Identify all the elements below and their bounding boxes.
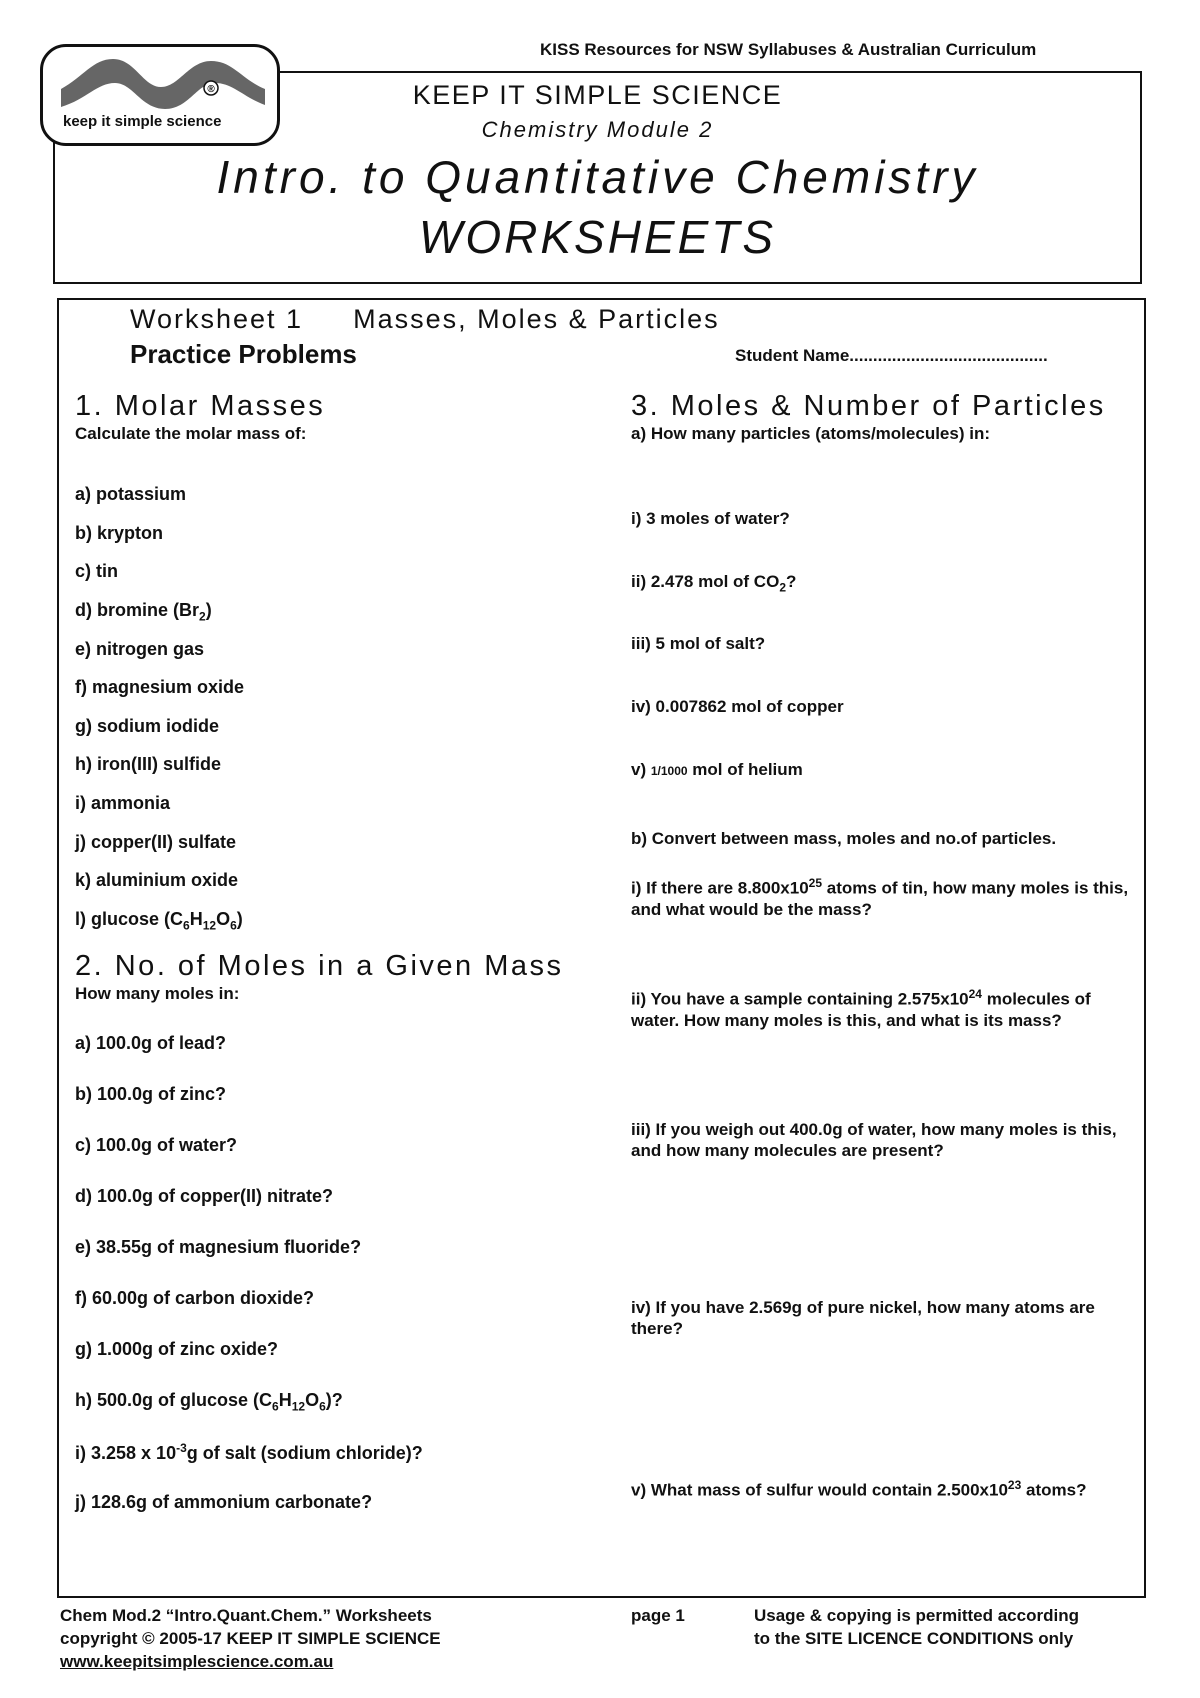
moles-item-a: a) 100.0g of lead? bbox=[75, 1033, 227, 1053]
molar-mass-item-a: a) potassium bbox=[75, 484, 187, 504]
moles-item-d: d) 100.0g of copper(II) nitrate? bbox=[75, 1186, 334, 1206]
moles-item-j: j) 128.6g of ammonium carbonate? bbox=[75, 1492, 373, 1512]
convert-item-ii: ii) You have a sample containing $2.575x10^{24}$ molecules of water. How many moles is this, and what is its mass? bbox=[631, 987, 1091, 1030]
moles-item-i: i) 3.258 x $10^{-3}g$ of salt (sodium chloride)? bbox=[75, 1441, 423, 1463]
convert-item-iii: iii) If you weigh out 400.0g of water, how many moles is this, and how many molecules are present? bbox=[631, 1120, 1117, 1160]
header-title-line4: WORKSHEETS bbox=[418, 211, 777, 263]
section1-instruction: Calculate the molar mass of: bbox=[75, 424, 307, 443]
molar-mass-item-e: e) nitrogen gas bbox=[75, 639, 205, 659]
molar-mass-item-d: d) bromine $(Br_2)$ bbox=[75, 600, 212, 624]
footer-copyright: copyright © 2005-17 KEEP IT SIMPLE SCIENCE bbox=[60, 1629, 441, 1648]
moles-item-b: b) 100.0g of zinc? bbox=[75, 1084, 227, 1104]
top-note: KISS Resources for NSW Syllabuses & Australian Curriculum bbox=[540, 40, 1037, 59]
molar-mass-item-k: k) aluminium oxide bbox=[75, 870, 239, 890]
moles-item-g: g) 1.000g of zinc oxide? bbox=[75, 1339, 279, 1359]
moles-item-e: e) 38.55g of magnesium fluoride? bbox=[75, 1237, 362, 1257]
molar-mass-item-j: j) copper(II) sulfate bbox=[75, 832, 237, 852]
section2-instruction: How many moles in: bbox=[75, 984, 240, 1003]
footer-doc-title: Chem Mod.2 “Intro.Quant.Chem.” Worksheets bbox=[60, 1606, 432, 1625]
footer-right bbox=[754, 1604, 1079, 1650]
particles-item-v: v) 1/1000 mol of helium bbox=[631, 760, 803, 779]
particles-item-iii: iii) 5 mol of salt? bbox=[631, 634, 766, 653]
student-name-field[interactable]: Student Name.......................................... bbox=[735, 346, 1048, 365]
logo-reg-mark: ® bbox=[207, 84, 215, 95]
worksheet-subtitle: Practice Problems bbox=[130, 339, 357, 369]
section2-heading: 2. No. of Moles in a Given Mass bbox=[75, 950, 564, 982]
section3-part-a-instruction: a) How many particles (atoms/molecules) in: bbox=[631, 424, 990, 443]
particles-item-iv: iv) 0.007862 mol of copper bbox=[631, 697, 844, 716]
molar-mass-item-f: f) magnesium oxide bbox=[75, 677, 245, 697]
particles-item-i: i) 3 moles of water? bbox=[631, 509, 790, 528]
logo-text: keep it simple science bbox=[63, 113, 222, 130]
molar-mass-item-c: c) tin bbox=[75, 561, 118, 581]
convert-item-iv: iv) If you have 2.569g of pure nickel, how many atoms are there? bbox=[631, 1298, 1095, 1338]
footer-page-number: page 1 bbox=[631, 1606, 685, 1625]
molar-mass-item-b: b) krypton bbox=[75, 523, 163, 543]
particles-item-ii: ii) 2.478 mol of $CO_2$? bbox=[631, 572, 797, 595]
kiss-logo bbox=[40, 44, 280, 146]
molar-mass-item-l: l) glucose $(C_6H_{12}O_6)$ bbox=[75, 909, 243, 933]
footer-website-link[interactable]: www.keepitsimplescience.com.au bbox=[60, 1652, 334, 1671]
molar-mass-item-g: g) sodium iodide bbox=[75, 716, 219, 736]
convert-item-i: i) If there are $8.800x10^{25}$ atoms of tin, how many moles is this, and what would be the mass? bbox=[631, 876, 1129, 919]
moles-item-c: c) 100.0g of water? bbox=[75, 1135, 238, 1155]
section3-heading: 3. Moles & Number of Particles bbox=[631, 390, 1106, 422]
worksheet-number: Worksheet 1 bbox=[130, 304, 304, 334]
molar-mass-item-i: i) ammonia bbox=[75, 793, 171, 813]
moles-item-f: f) 60.00g of carbon dioxide? bbox=[75, 1288, 315, 1308]
footer-usage-line1: Usage & copying is permitted according bbox=[754, 1606, 1079, 1625]
footer-left bbox=[60, 1604, 441, 1673]
worksheet-topic: Masses, Moles & Particles bbox=[353, 304, 720, 334]
header-title-line3: Intro. to Quantitative Chemistry bbox=[216, 151, 979, 203]
footer-usage-line2: to the SITE LICENCE CONDITIONS only bbox=[754, 1629, 1074, 1648]
molar-mass-item-h: h) iron(III) sulfide bbox=[75, 754, 221, 774]
convert-item-v: v) What mass of sulfur would contain $2.500x10^{23}$ atoms? bbox=[631, 1478, 1087, 1500]
header-title-line1: KEEP IT SIMPLE SCIENCE bbox=[412, 80, 783, 110]
header-title-line2: Chemistry Module 2 bbox=[481, 117, 714, 142]
section1-heading: 1. Molar Masses bbox=[75, 390, 326, 422]
moles-item-h: h) 500.0g of glucose $(C_6H_{12}O_6)$? bbox=[75, 1390, 343, 1414]
section3-part-b-instruction: b) Convert between mass, moles and no.of particles. bbox=[631, 829, 1057, 848]
worksheet-title bbox=[130, 304, 720, 335]
